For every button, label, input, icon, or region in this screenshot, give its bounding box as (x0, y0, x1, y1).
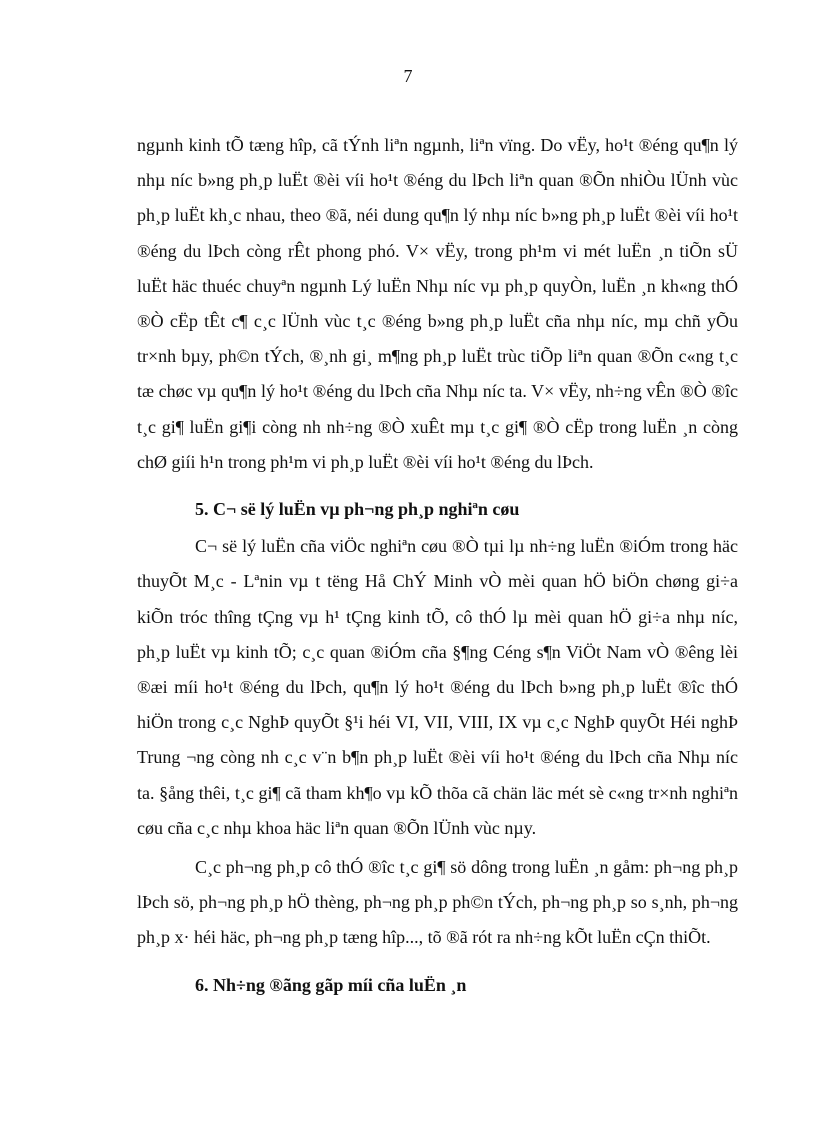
document-body (137, 128, 738, 1003)
page-number: 7 (403, 66, 413, 86)
section-heading-5: 5. C¬ së lý luËn vµ ph¬ng ph¸p nghiªn cøu (195, 499, 520, 520)
paragraph-theoretical-basis: C¬ së lý luËn cña viÖc nghiªn cøu ®Ò tµi lµ nh÷ng luËn ®iÓm trong häc thuyÕt M¸c - Lªnin vµ t tëng Hå ChÝ Minh vÒ mèi quan hÖ biÖn chøng gi÷a kiÕn tróc thîng tÇng vµ h¹ tÇng kinh tÕ, cô thÓ lµ mèi quan hÖ gi÷a nhµ níc, ph¸p luËt vµ kinh tÕ; c¸c quan ®iÓm cña §¶ng Céng s¶n ViÖt Nam vÒ ®êng lèi ®æi míi ho¹t ®éng du lÞch, qu¶n lý ho¹t ®éng du lÞch b»ng ph¸p luËt ®îc thÓ hiÖn trong c¸c NghÞ quyÕt §¹i héi VI, VII, VIII, IX vµ c¸c NghÞ quyÕt Héi nghÞ Trung ¬ng còng nh c¸c v¨n b¶n ph¸p luËt ®èi víi ho¹t ®éng du lÞch cña Nhµ níc ta. §ång thêi, t¸c gi¶ cã tham kh¶o vµ kÕ thõa cã chän läc mét sè c«ng tr×nh nghiªn cøu cña c¸c nhµ khoa häc liªn quan ®Õn lÜnh vùc nµy. (137, 536, 738, 838)
paragraph-methods: C¸c ph¬ng ph¸p cô thÓ ®îc t¸c gi¶ sö dông trong luËn ¸n gåm: ph¬ng ph¸p lÞch sö, ph¬ng ph¸p hÖ thèng, ph¬ng ph¸p ph©n tÝch, ph¬ng ph¸p so s¸nh, ph¬ng ph¸p x· héi häc, ph¬ng ph¸p tæng hîp..., tõ ®ã rót ra nh÷ng kÕt luËn cÇn thiÕt. (137, 857, 738, 948)
section-heading-6: 6. Nh÷ng ®ãng gãp míi cña luËn ¸n (195, 974, 467, 995)
paragraph-scope: ngµnh kinh tÕ tæng hîp, cã tÝnh liªn ngµnh, liªn vïng. Do vËy, ho¹t ®éng qu¶n lý nhµ níc b»ng ph¸p luËt ®èi víi ho¹t ®éng du lÞch liªn quan ®Õn nhiÒu lÜnh vùc ph¸p luËt kh¸c nhau, theo ®ã, néi dung qu¶n lý nhµ níc b»ng ph¸p luËt ®èi víi ho¹t ®éng du lÞch còng rÊt phong phó. V× vËy, trong ph¹m vi mét luËn ¸n tiÕn sÜ luËt häc thuéc chuyªn ngµnh Lý luËn Nhµ níc vµ ph¸p quyÒn, luËn ¸n kh«ng thÓ ®Ò cËp tÊt c¶ c¸c lÜnh vùc t¸c ®éng b»ng ph¸p luËt cña nhµ níc, mµ chñ yÕu tr×nh bµy, ph©n tÝch, ®¸nh gi¸ m¶ng ph¸p luËt trùc tiÕp liªn quan ®Õn c«ng t¸c tæ chøc vµ qu¶n lý ho¹t ®éng du lÞch cña Nhµ níc ta. V× vËy, nh÷ng vÊn ®Ò ®îc t¸c gi¶ luËn gi¶i còng nh nh÷ng ®Ò xuÊt mµ t¸c gi¶ ®Ò cËp trong luËn ¸n còng chØ giíi h¹n trong ph¹m vi ph¸p luËt ®èi víi ho¹t ®éng du lÞch. (137, 135, 738, 472)
